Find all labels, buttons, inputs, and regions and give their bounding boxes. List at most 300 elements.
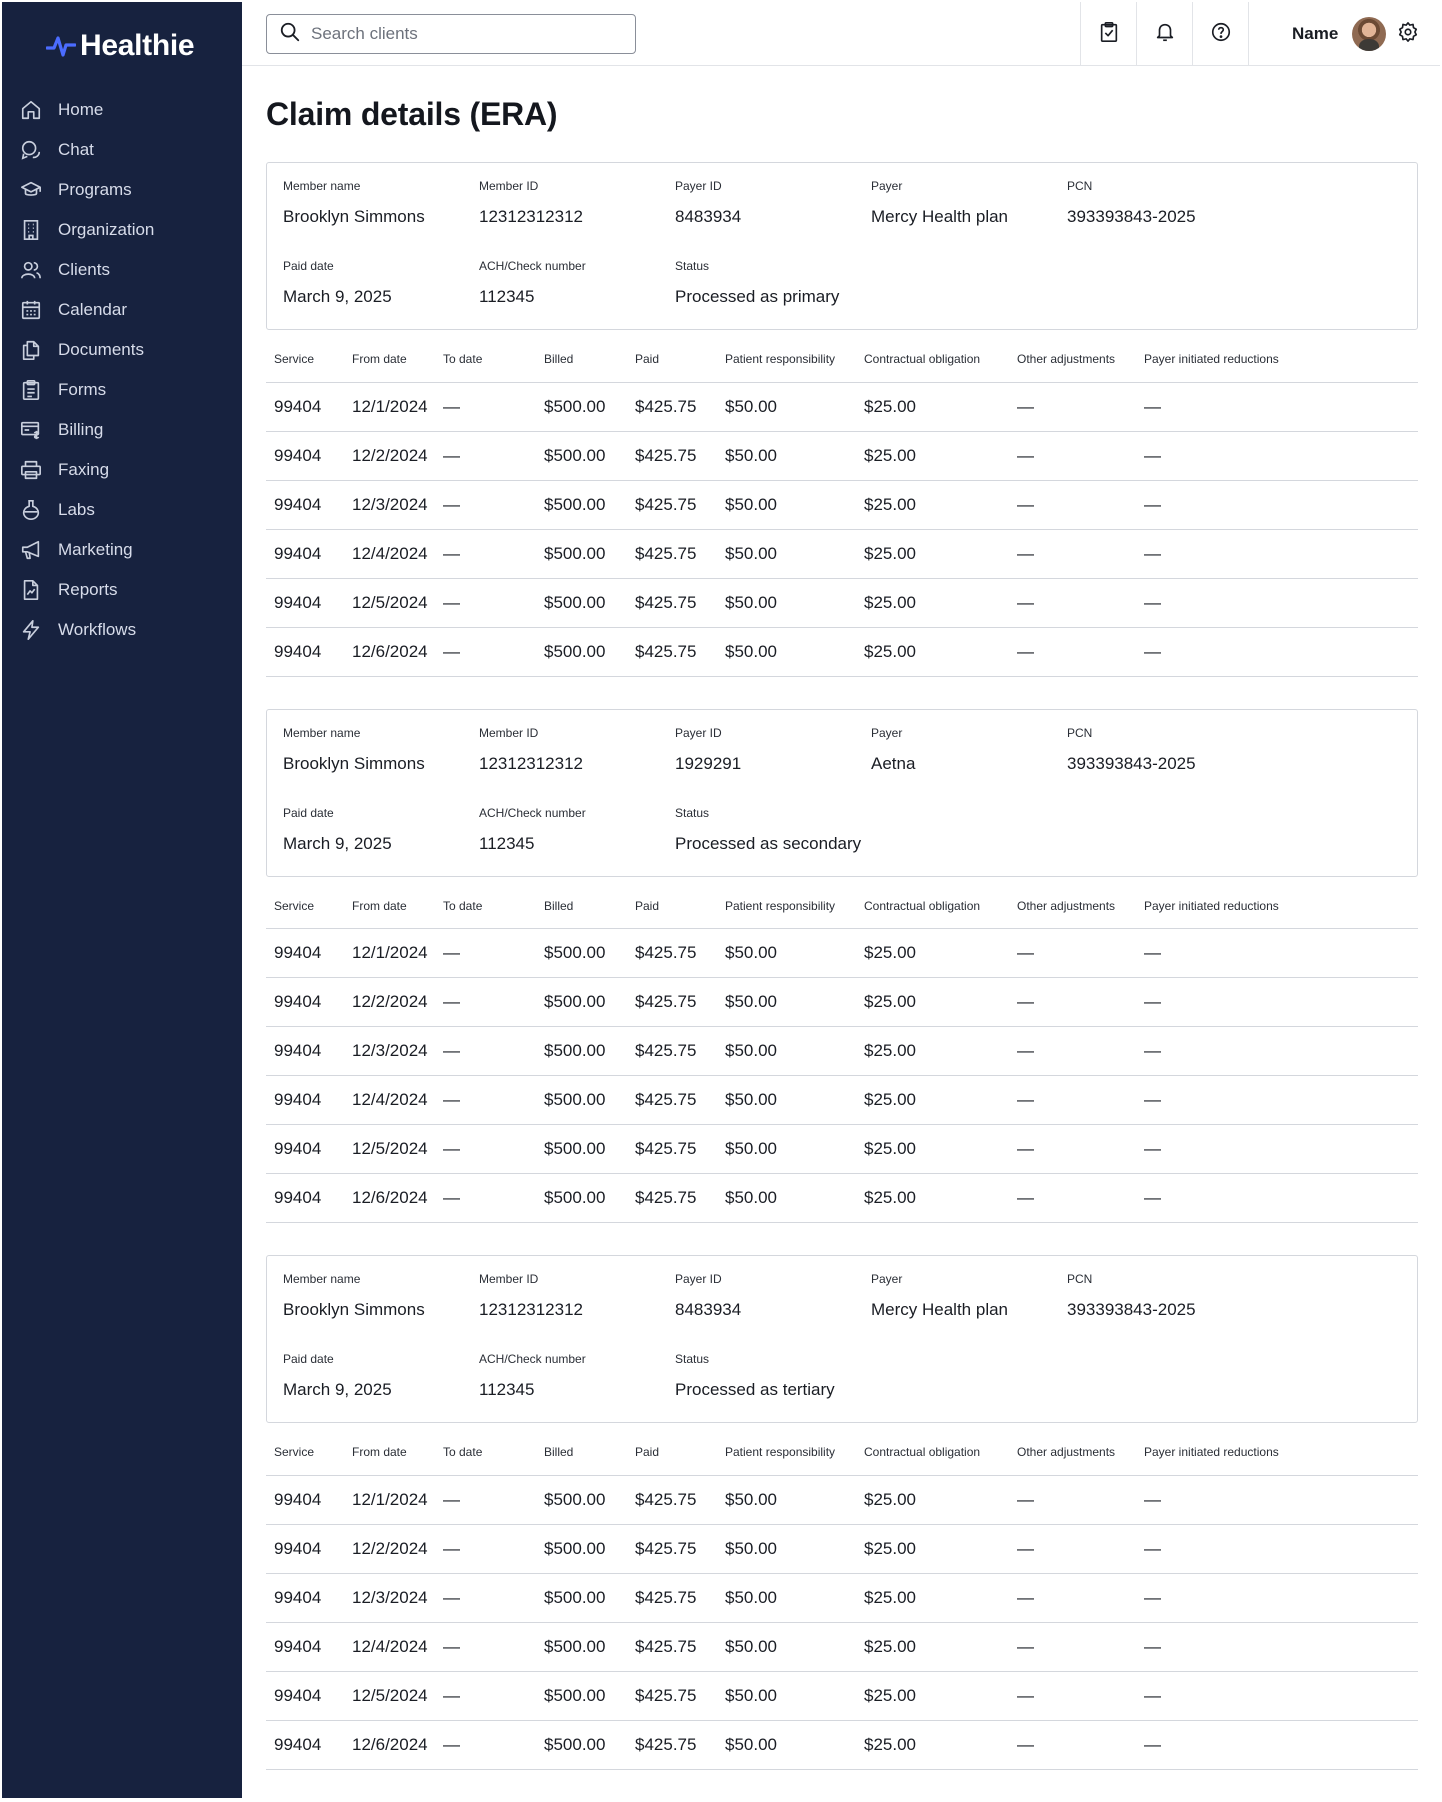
cell-service: 99404 (266, 978, 344, 1027)
member-id-field (479, 726, 675, 806)
report-icon (19, 578, 43, 602)
paid-date-field (283, 1352, 479, 1432)
sidebar (2, 2, 242, 1798)
cell-contractual-obligation: $25.00 (856, 1076, 1009, 1125)
check-number-field (479, 1352, 675, 1432)
claim-lines-table (266, 352, 1418, 677)
cell-contractual-obligation: $25.00 (856, 1524, 1009, 1573)
column-header-billed: Billed (536, 352, 627, 382)
logo[interactable] (2, 2, 242, 90)
cell-other-adjustments: — (1009, 431, 1136, 480)
payer-id-label: Payer ID (675, 725, 722, 740)
member-id-value: 12312312312 (479, 1300, 584, 1319)
cell-paid: $425.75 (627, 1720, 717, 1769)
cell-billed: $500.00 (536, 1720, 627, 1769)
payer-field (871, 179, 1067, 259)
cell-paid: $425.75 (627, 627, 717, 676)
cell-other-adjustments: — (1009, 627, 1136, 676)
cell-patient-responsibility: $50.00 (717, 578, 856, 627)
member-id-label: Member ID (479, 179, 539, 193)
cell-to-date: — (435, 431, 536, 480)
cell-paid: $425.75 (627, 480, 717, 529)
cell-to-date: — (435, 1174, 536, 1223)
cell-to-date: — (435, 382, 536, 431)
users-icon (19, 258, 43, 282)
search-input[interactable] (311, 24, 611, 44)
sidebar-item-label: Programs (58, 180, 132, 199)
column-header-from-date: From date (344, 1445, 435, 1475)
column-header-other-adjustments: Other adjustments (1009, 352, 1136, 382)
cell-service: 99404 (266, 929, 344, 978)
cell-contractual-obligation: $25.00 (856, 1475, 1009, 1524)
cell-from-date: 12/3/2024 (344, 1573, 435, 1622)
cell-service: 99404 (266, 1125, 344, 1174)
table-row (266, 1573, 1418, 1622)
member-id-field (479, 1272, 675, 1352)
pcn-value: 393393843-2025 (1067, 753, 1196, 773)
cell-payer-initiated-reductions: — (1136, 1573, 1418, 1622)
table-row (266, 431, 1418, 480)
sidebar-item-calendar[interactable] (2, 290, 242, 330)
cell-from-date: 12/3/2024 (344, 480, 435, 529)
table-header-row (266, 352, 1418, 382)
claim-section (266, 162, 1418, 677)
table-row (266, 1671, 1418, 1720)
table-row (266, 1027, 1418, 1076)
cell-to-date: — (435, 1573, 536, 1622)
check-number-label: ACH/Check number (479, 1352, 586, 1366)
sidebar-item-label: Home (58, 100, 104, 119)
cell-service: 99404 (266, 480, 344, 529)
paid-date-field (283, 806, 479, 886)
table-row (266, 1720, 1418, 1769)
cell-billed: $500.00 (536, 627, 627, 676)
gear-icon (1397, 21, 1419, 48)
sidebar-item-label: Reports (58, 580, 118, 599)
cell-patient-responsibility: $50.00 (717, 978, 856, 1027)
table-row (266, 1174, 1418, 1223)
column-header-to-date: To date (435, 899, 536, 929)
cell-payer-initiated-reductions: — (1136, 1671, 1418, 1720)
member-name-field (283, 179, 479, 259)
payer-field (871, 1272, 1067, 1352)
table-row (266, 1076, 1418, 1125)
settings-button[interactable] (1394, 20, 1422, 48)
sidebar-nav (2, 90, 242, 650)
cell-billed: $500.00 (536, 1076, 627, 1125)
status-value: Processed as secondary (675, 833, 862, 853)
search-icon (279, 21, 301, 48)
calendar-icon (19, 298, 43, 322)
paid-date-label: Paid date (283, 1352, 334, 1366)
graduation-cap-icon (19, 178, 43, 202)
cell-other-adjustments: — (1009, 480, 1136, 529)
cell-other-adjustments: — (1009, 529, 1136, 578)
payer-id-value: 8483934 (675, 207, 742, 226)
toolbar-divider (1248, 2, 1249, 66)
cell-other-adjustments: — (1009, 1524, 1136, 1573)
check-number-value: 112345 (479, 833, 535, 853)
status-label: Status (675, 259, 710, 273)
cell-billed: $500.00 (536, 978, 627, 1027)
column-header-patient-responsibility: Patient responsibility (717, 1445, 856, 1475)
sidebar-item-label: Workflows (58, 620, 137, 639)
pcn-value: 393393843-2025 (1067, 207, 1196, 226)
cell-paid: $425.75 (627, 1573, 717, 1622)
cell-billed: $500.00 (536, 1622, 627, 1671)
payer-id-label: Payer ID (675, 179, 722, 193)
status-label: Status (675, 1352, 710, 1366)
avatar[interactable] (1352, 17, 1386, 51)
cell-billed: $500.00 (536, 1475, 627, 1524)
cell-from-date: 12/6/2024 (344, 1174, 435, 1223)
cell-contractual-obligation: $25.00 (856, 1125, 1009, 1174)
payer-value: Mercy Health plan (871, 1300, 1009, 1319)
help-button[interactable] (1192, 2, 1248, 66)
cell-paid: $425.75 (627, 1125, 717, 1174)
cell-service: 99404 (266, 1076, 344, 1125)
cell-patient-responsibility: $50.00 (717, 529, 856, 578)
member-id-value: 12312312312 (479, 207, 584, 226)
cell-other-adjustments: — (1009, 1475, 1136, 1524)
column-header-contractual-obligation: Contractual obligation (856, 1445, 1009, 1475)
cell-other-adjustments: — (1009, 578, 1136, 627)
cell-patient-responsibility: $50.00 (717, 1671, 856, 1720)
check-number-field (479, 259, 675, 339)
cell-other-adjustments: — (1009, 1573, 1136, 1622)
cell-patient-responsibility: $50.00 (717, 1076, 856, 1125)
cell-patient-responsibility: $50.00 (717, 627, 856, 676)
cell-from-date: 12/1/2024 (344, 1475, 435, 1524)
member-id-value: 12312312312 (479, 753, 584, 773)
claim-info-card (266, 1255, 1418, 1423)
lightning-icon (19, 618, 43, 642)
claim-info-card (266, 709, 1418, 877)
sidebar-item-label: Documents (58, 340, 144, 359)
column-header-billed: Billed (536, 899, 627, 929)
tasks-button[interactable] (1080, 2, 1136, 66)
cell-patient-responsibility: $50.00 (717, 1622, 856, 1671)
cell-patient-responsibility: $50.00 (717, 1125, 856, 1174)
cell-contractual-obligation: $25.00 (856, 1573, 1009, 1622)
cell-paid: $425.75 (627, 1174, 717, 1223)
claim-section (266, 1255, 1418, 1770)
sidebar-item-label: Organization (58, 220, 155, 239)
check-number-label: ACH/Check number (479, 805, 586, 820)
sidebar-item-label: Billing (58, 420, 104, 439)
cell-contractual-obligation: $25.00 (856, 480, 1009, 529)
cell-paid: $425.75 (627, 1671, 717, 1720)
table-row (266, 1125, 1418, 1174)
sidebar-item-label: Forms (58, 380, 107, 399)
column-header-other-adjustments: Other adjustments (1009, 1445, 1136, 1475)
cell-payer-initiated-reductions: — (1136, 1174, 1418, 1223)
column-header-service: Service (266, 352, 344, 382)
cell-to-date: — (435, 1475, 536, 1524)
cell-to-date: — (435, 1671, 536, 1720)
payer-id-label: Payer ID (675, 1272, 722, 1286)
claim-info-card (266, 162, 1418, 330)
cell-from-date: 12/2/2024 (344, 431, 435, 480)
cell-to-date: — (435, 627, 536, 676)
clipboard-icon (19, 378, 43, 402)
cell-from-date: 12/6/2024 (344, 627, 435, 676)
cell-billed: $500.00 (536, 480, 627, 529)
cell-patient-responsibility: $50.00 (717, 1720, 856, 1769)
cell-patient-responsibility: $50.00 (717, 1027, 856, 1076)
member-name-label: Member name (283, 725, 361, 740)
documents-icon (19, 338, 43, 362)
payer-id-value: 8483934 (675, 1300, 742, 1319)
cell-service: 99404 (266, 627, 344, 676)
pcn-label: PCN (1067, 179, 1093, 193)
payer-id-field (675, 179, 871, 259)
cell-to-date: — (435, 978, 536, 1027)
cell-payer-initiated-reductions: — (1136, 1027, 1418, 1076)
column-header-from-date: From date (344, 899, 435, 929)
cell-paid: $425.75 (627, 1475, 717, 1524)
cell-to-date: — (435, 578, 536, 627)
cell-other-adjustments: — (1009, 929, 1136, 978)
cell-patient-responsibility: $50.00 (717, 431, 856, 480)
cell-from-date: 12/1/2024 (344, 382, 435, 431)
sidebar-item-forms[interactable] (2, 370, 242, 410)
member-id-field (479, 179, 675, 259)
cell-to-date: — (435, 929, 536, 978)
member-name-value: Brooklyn Simmons (283, 753, 425, 773)
cell-contractual-obligation: $25.00 (856, 627, 1009, 676)
sidebar-item-label: Labs (58, 500, 95, 519)
cell-patient-responsibility: $50.00 (717, 1573, 856, 1622)
cell-from-date: 12/5/2024 (344, 578, 435, 627)
payer-value: Mercy Health plan (871, 207, 1009, 226)
member-name-field (283, 726, 479, 806)
cell-patient-responsibility: $50.00 (717, 480, 856, 529)
cell-paid: $425.75 (627, 382, 717, 431)
cell-billed: $500.00 (536, 382, 627, 431)
cell-paid: $425.75 (627, 1622, 717, 1671)
sidebar-item-billing[interactable] (2, 410, 242, 450)
cell-patient-responsibility: $50.00 (717, 929, 856, 978)
cell-contractual-obligation: $25.00 (856, 431, 1009, 480)
cell-payer-initiated-reductions: — (1136, 480, 1418, 529)
cell-payer-initiated-reductions: — (1136, 1720, 1418, 1769)
cell-payer-initiated-reductions: — (1136, 1125, 1418, 1174)
check-number-label: ACH/Check number (479, 259, 586, 273)
cell-billed: $500.00 (536, 529, 627, 578)
sidebar-item-label: Clients (58, 260, 110, 279)
cell-billed: $500.00 (536, 1125, 627, 1174)
cell-paid: $425.75 (627, 431, 717, 480)
cell-billed: $500.00 (536, 1027, 627, 1076)
payer-id-field (675, 1272, 871, 1352)
payer-value: Aetna (871, 753, 916, 773)
billing-icon (19, 418, 43, 442)
cell-contractual-obligation: $25.00 (856, 1622, 1009, 1671)
paid-date-value: March 9, 2025 (283, 833, 392, 853)
status-field (675, 806, 871, 886)
pcn-field (1067, 179, 1263, 259)
main-content (266, 66, 1418, 1770)
column-header-service: Service (266, 1445, 344, 1475)
cell-service: 99404 (266, 1622, 344, 1671)
cell-contractual-obligation: $25.00 (856, 1027, 1009, 1076)
cell-billed: $500.00 (536, 431, 627, 480)
cell-patient-responsibility: $50.00 (717, 382, 856, 431)
claim-lines-table (266, 1445, 1418, 1770)
cell-patient-responsibility: $50.00 (717, 1475, 856, 1524)
claim-lines-table (266, 899, 1418, 1224)
pcn-field (1067, 1272, 1263, 1352)
pcn-label: PCN (1067, 1272, 1093, 1286)
table-row (266, 1622, 1418, 1671)
cell-from-date: 12/1/2024 (344, 929, 435, 978)
user-name[interactable]: Name (1292, 24, 1339, 43)
bell-icon (1154, 21, 1176, 48)
cell-other-adjustments: — (1009, 1125, 1136, 1174)
sidebar-item-clients[interactable] (2, 250, 242, 290)
cell-payer-initiated-reductions: — (1136, 1622, 1418, 1671)
cell-to-date: — (435, 1125, 536, 1174)
payer-label: Payer (871, 725, 903, 740)
table-row (266, 627, 1418, 676)
cell-service: 99404 (266, 578, 344, 627)
cell-billed: $500.00 (536, 1524, 627, 1573)
cell-to-date: — (435, 1076, 536, 1125)
sidebar-item-faxing[interactable] (2, 450, 242, 490)
payer-label: Payer (871, 179, 903, 193)
cell-service: 99404 (266, 1573, 344, 1622)
sidebar-item-marketing[interactable] (2, 530, 242, 570)
column-header-payer-initiated-reductions: Payer initiated reductions (1136, 1445, 1418, 1475)
check-number-field (479, 806, 675, 886)
cell-payer-initiated-reductions: — (1136, 431, 1418, 480)
cell-paid: $425.75 (627, 529, 717, 578)
cell-to-date: — (435, 480, 536, 529)
table-row (266, 929, 1418, 978)
printer-icon (19, 458, 43, 482)
column-header-patient-responsibility: Patient responsibility (717, 899, 856, 929)
column-header-payer-initiated-reductions: Payer initiated reductions (1136, 899, 1418, 929)
sidebar-item-label: Marketing (58, 540, 133, 559)
paid-date-value: March 9, 2025 (283, 287, 392, 306)
sidebar-item-home[interactable] (2, 90, 242, 130)
healthie-logo-icon (46, 33, 76, 59)
paid-date-label: Paid date (283, 805, 334, 820)
cell-contractual-obligation: $25.00 (856, 529, 1009, 578)
cell-to-date: — (435, 1720, 536, 1769)
megaphone-icon (19, 538, 43, 562)
cell-contractual-obligation: $25.00 (856, 978, 1009, 1027)
cell-from-date: 12/4/2024 (344, 1076, 435, 1125)
column-header-payer-initiated-reductions: Payer initiated reductions (1136, 352, 1418, 382)
cell-service: 99404 (266, 1174, 344, 1223)
table-row (266, 529, 1418, 578)
cell-payer-initiated-reductions: — (1136, 1475, 1418, 1524)
cell-from-date: 12/3/2024 (344, 1027, 435, 1076)
cell-other-adjustments: — (1009, 1671, 1136, 1720)
notifications-button[interactable] (1136, 2, 1192, 66)
member-id-label: Member ID (479, 1272, 539, 1286)
cell-other-adjustments: — (1009, 1622, 1136, 1671)
table-row (266, 1475, 1418, 1524)
column-header-to-date: To date (435, 1445, 536, 1475)
cell-contractual-obligation: $25.00 (856, 578, 1009, 627)
table-row (266, 578, 1418, 627)
payer-field (871, 726, 1067, 806)
pcn-label: PCN (1067, 725, 1093, 740)
cell-payer-initiated-reductions: — (1136, 929, 1418, 978)
cell-service: 99404 (266, 1475, 344, 1524)
flask-icon (19, 498, 43, 522)
cell-contractual-obligation: $25.00 (856, 382, 1009, 431)
cell-paid: $425.75 (627, 929, 717, 978)
clipboard-check-icon (1098, 21, 1120, 48)
cell-billed: $500.00 (536, 1573, 627, 1622)
sidebar-item-label: Calendar (58, 300, 127, 319)
sidebar-item-reports[interactable] (2, 570, 242, 610)
cell-service: 99404 (266, 1671, 344, 1720)
column-header-contractual-obligation: Contractual obligation (856, 899, 1009, 929)
check-number-value: 112345 (479, 287, 535, 306)
search-box[interactable] (266, 14, 636, 54)
sidebar-item-label: Chat (58, 140, 94, 159)
sidebar-item-documents[interactable] (2, 330, 242, 370)
status-label: Status (675, 805, 710, 820)
paid-date-label: Paid date (283, 259, 334, 273)
payer-id-value: 1929291 (675, 753, 742, 773)
sidebar-item-chat[interactable] (2, 130, 242, 170)
member-name-label: Member name (283, 1272, 361, 1286)
cell-paid: $425.75 (627, 1524, 717, 1573)
cell-service: 99404 (266, 1720, 344, 1769)
cell-to-date: — (435, 1524, 536, 1573)
member-id-label: Member ID (479, 725, 539, 740)
sidebar-item-labs[interactable] (2, 490, 242, 530)
status-field (675, 1352, 871, 1432)
cell-from-date: 12/5/2024 (344, 1125, 435, 1174)
cell-contractual-obligation: $25.00 (856, 929, 1009, 978)
member-name-value: Brooklyn Simmons (283, 1300, 425, 1319)
paid-date-field (283, 259, 479, 339)
cell-other-adjustments: — (1009, 1174, 1136, 1223)
check-number-value: 112345 (479, 1380, 535, 1399)
sidebar-item-organization[interactable] (2, 210, 242, 250)
pcn-field (1067, 726, 1263, 806)
sidebar-item-programs[interactable] (2, 170, 242, 210)
cell-to-date: — (435, 529, 536, 578)
column-header-billed: Billed (536, 1445, 627, 1475)
cell-service: 99404 (266, 431, 344, 480)
sidebar-item-workflows[interactable] (2, 610, 242, 650)
column-header-paid: Paid (627, 352, 717, 382)
cell-billed: $500.00 (536, 929, 627, 978)
status-value: Processed as tertiary (675, 1380, 835, 1399)
cell-contractual-obligation: $25.00 (856, 1174, 1009, 1223)
cell-patient-responsibility: $50.00 (717, 1174, 856, 1223)
pcn-value: 393393843-2025 (1067, 1300, 1196, 1319)
cell-from-date: 12/5/2024 (344, 1671, 435, 1720)
column-header-patient-responsibility: Patient responsibility (717, 352, 856, 382)
column-header-paid: Paid (627, 899, 717, 929)
chat-icon (19, 138, 43, 162)
table-row (266, 1524, 1418, 1573)
cell-contractual-obligation: $25.00 (856, 1671, 1009, 1720)
cell-from-date: 12/2/2024 (344, 1524, 435, 1573)
cell-other-adjustments: — (1009, 1027, 1136, 1076)
cell-other-adjustments: — (1009, 1720, 1136, 1769)
cell-paid: $425.75 (627, 978, 717, 1027)
